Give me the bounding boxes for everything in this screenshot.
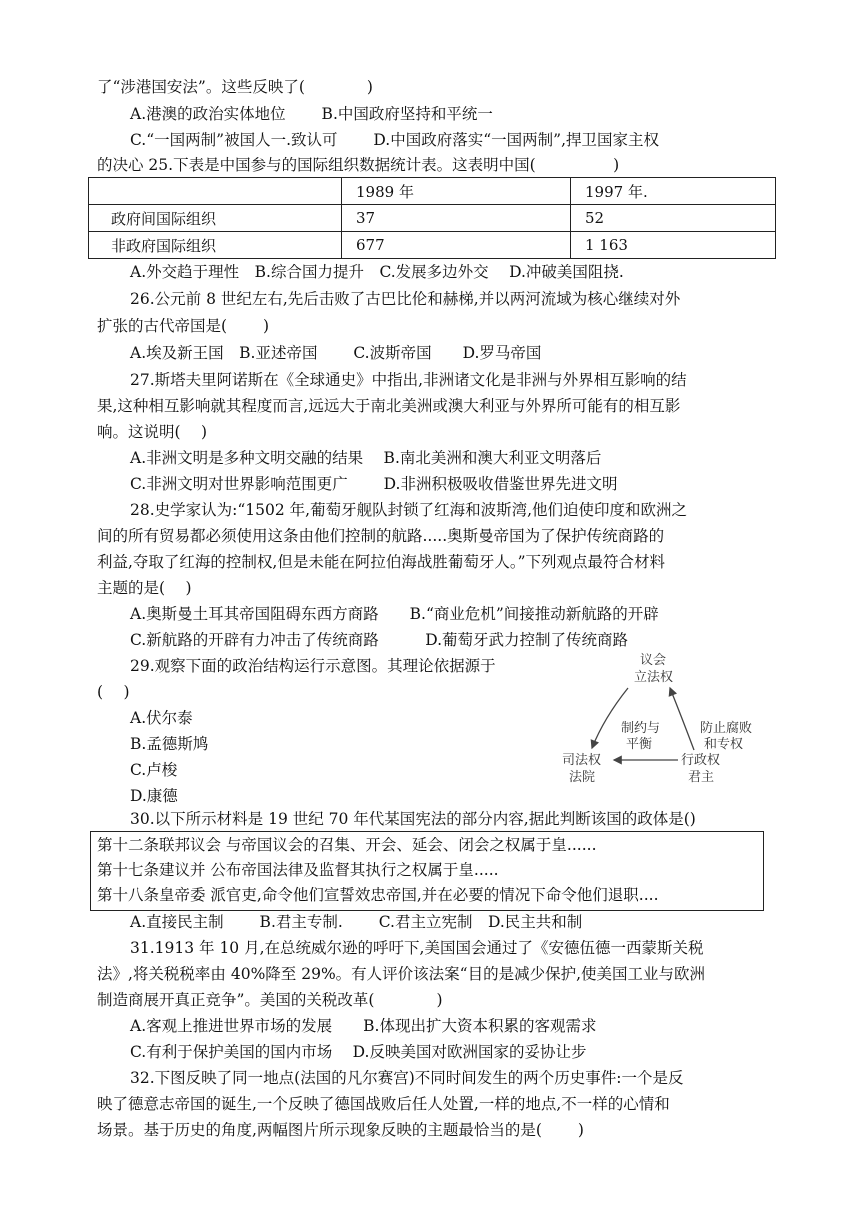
q28-stem: 28.史学家认为:“1502 年,葡萄牙舰队封锁了红海和波斯湾,他们迫使印度和欧洲之 [130, 501, 688, 519]
arrow-legislative-to-judicial [592, 688, 628, 748]
table-header-row [89, 178, 776, 205]
q26-stem-cont: 扩张的古代帝国是( ) [97, 317, 270, 335]
q26-options: A.埃及新王国 B.亚述帝国 C.波斯帝国 D.罗马帝国 [130, 344, 542, 362]
right-label-1: 防止腐败 [700, 721, 753, 736]
table-cell: 37 [342, 205, 571, 232]
q26-stem: 26.公元前 8 世纪左右,先后击败了古巴比伦和赫梯,并以两河流域为核心继续对外 [130, 290, 681, 308]
table-row [89, 232, 776, 259]
q28-stem-end: 主题的是( ) [97, 579, 192, 597]
constitution-article-18: 第十八条皇帝委 派官吏,命令他们宣誓效忠帝国,并在必要的情况下命令他们退职.... [97, 886, 659, 904]
q32-stem-end: 场景。基于历史的角度,两幅图片所示现象反映的主题最恰当的是( ) [97, 1121, 584, 1139]
constitution-article-17: 第十七条建议并 公布帝国法律及监督其执行之权属于皇..... [97, 861, 499, 879]
separation-of-powers-diagram [558, 648, 773, 790]
q31-stem-cont: 法》,将关税税率由 40%降至 29%。有人评价该法案“目的是减少保护,使美国工业与欧洲 [97, 965, 706, 983]
q25-stem: 的决心 25.下表是中国参与的国际组织数据统计表。这表明中国( ) [97, 156, 620, 174]
table-row [89, 205, 776, 232]
table-cell: 677 [342, 232, 571, 259]
q30-options: A.直接民主制 B.君主专制. C.君主立宪制 D.民主共和制 [130, 913, 583, 931]
q27-options-cd: C.非洲文明对世界影响范围更广 D.非洲积极吸收借鉴世界先进文明 [130, 475, 618, 493]
q24-stem-end: 了“涉港国安法”。这些反映了( ) [97, 78, 373, 96]
judicial-label-1: 司法权 [562, 753, 602, 768]
q29-option-c: C.卢梭 [130, 761, 178, 779]
q29-option-b: B.孟德斯鸠 [130, 735, 209, 753]
q29-stem: 29.观察下面的政治结构运行示意图。其理论依据源于 [130, 657, 496, 675]
table-cell: 政府间国际组织 [89, 205, 342, 232]
constitution-article-12: 第十二条联邦议会 与帝国议会的召集、开会、延会、闭会之权属于皇...... [97, 836, 597, 854]
center-label-2: 平衡 [626, 737, 653, 752]
constitution-excerpt-box [90, 831, 764, 911]
q24-options-ab: A.港澳的政治实体地位 B.中国政府坚持和平统一 [130, 105, 493, 123]
q29-option-d: D.康德 [130, 787, 178, 805]
q27-stem-end: 响。这说明( ) [97, 423, 208, 441]
q31-options-ab: A.客观上推进世界市场的发展 B.体现出扩大资本积累的客观需求 [130, 1017, 597, 1035]
q32-stem-cont: 映了德意志帝国的诞生,一个反映了德国战败后任人处置,一样的地点,不一样的心情和 [97, 1095, 670, 1113]
legislative-label-1: 议会 [640, 653, 667, 668]
political-structure-diagram [558, 648, 773, 790]
right-label-2: 和专权 [704, 737, 744, 752]
table-cell: 1989 年 [342, 178, 571, 205]
q24-options-cd: C.“一国两制”被国人一.致认可 D.中国政府落实“一国两制”,捍卫国家主权 [130, 131, 660, 149]
q27-stem-cont: 果,这种相互影响就其程度而言,远远大于南北美洲或澳大利亚与外界所可能有的相互影 [97, 397, 681, 415]
q29-stem-end: ( ) [97, 683, 130, 701]
international-organizations-table [88, 177, 776, 259]
arrow-executive-to-legislative [670, 688, 694, 750]
table-cell [89, 178, 342, 205]
q28-options-cd: C.新航路的开辟有力冲击了传统商路 D.葡萄牙武力控制了传统商路 [130, 631, 629, 649]
legislative-label-2: 立法权 [634, 670, 674, 685]
q27-options-ab: A.非洲文明是多种文明交融的结果 B.南北美洲和澳大利亚文明落后 [130, 449, 602, 467]
q32-stem: 32.下图反映了同一地点(法国的凡尔赛宫)不同时间发生的两个历史事件:一个是反 [130, 1069, 684, 1087]
q31-stem-end: 制造商展开真正竞争”。美国的关税改革( ) [97, 991, 443, 1009]
q28-stem-cont: 间的所有贸易都必须使用这条由他们控制的航路.....奥斯曼帝国为了保护传统商路的 [97, 527, 665, 545]
executive-label-2: 君主 [688, 770, 715, 785]
executive-label-1: 行政权 [681, 753, 721, 768]
judicial-label-2: 法院 [569, 770, 596, 785]
q31-stem: 31.1913 年 10 月,在总统威尔逊的呼吁下,美国国会通过了《安德伍德一西蒙斯关税 [130, 939, 704, 957]
table-cell: 1 163 [571, 232, 776, 259]
q28-options-ab: A.奥斯曼土耳其帝国阻碍东西方商路 B.“商业危机”间接推动新航路的开辟 [130, 605, 659, 623]
q30-stem: 30.以下所示材料是 19 世纪 70 年代某国宪法的部分内容,据此判断该国的政体是() [130, 810, 696, 828]
q25-options: A.外交趋于理性 B.综合国力提升 C.发展多边外交 D.冲破美国阻挠. [130, 263, 624, 281]
table-cell: 52 [571, 205, 776, 232]
q29-option-a: A.伏尔泰 [130, 709, 193, 727]
table-cell: 1997 年. [571, 178, 776, 205]
q28-stem-cont2: 利益,夺取了红海的控制权,但是未能在阿拉伯海战胜葡萄牙人。”下列观点最符合材料 [97, 553, 666, 571]
table-cell: 非政府国际组织 [89, 232, 342, 259]
q27-stem: 27.斯塔夫里阿诺斯在《全球通史》中指出,非洲诸文化是非洲与外界相互影响的结 [130, 371, 687, 389]
center-label-1: 制约与 [621, 721, 661, 736]
q31-options-cd: C.有利于保护美国的国内市场 D.反映美国对欧洲国家的妥协让步 [130, 1043, 587, 1061]
